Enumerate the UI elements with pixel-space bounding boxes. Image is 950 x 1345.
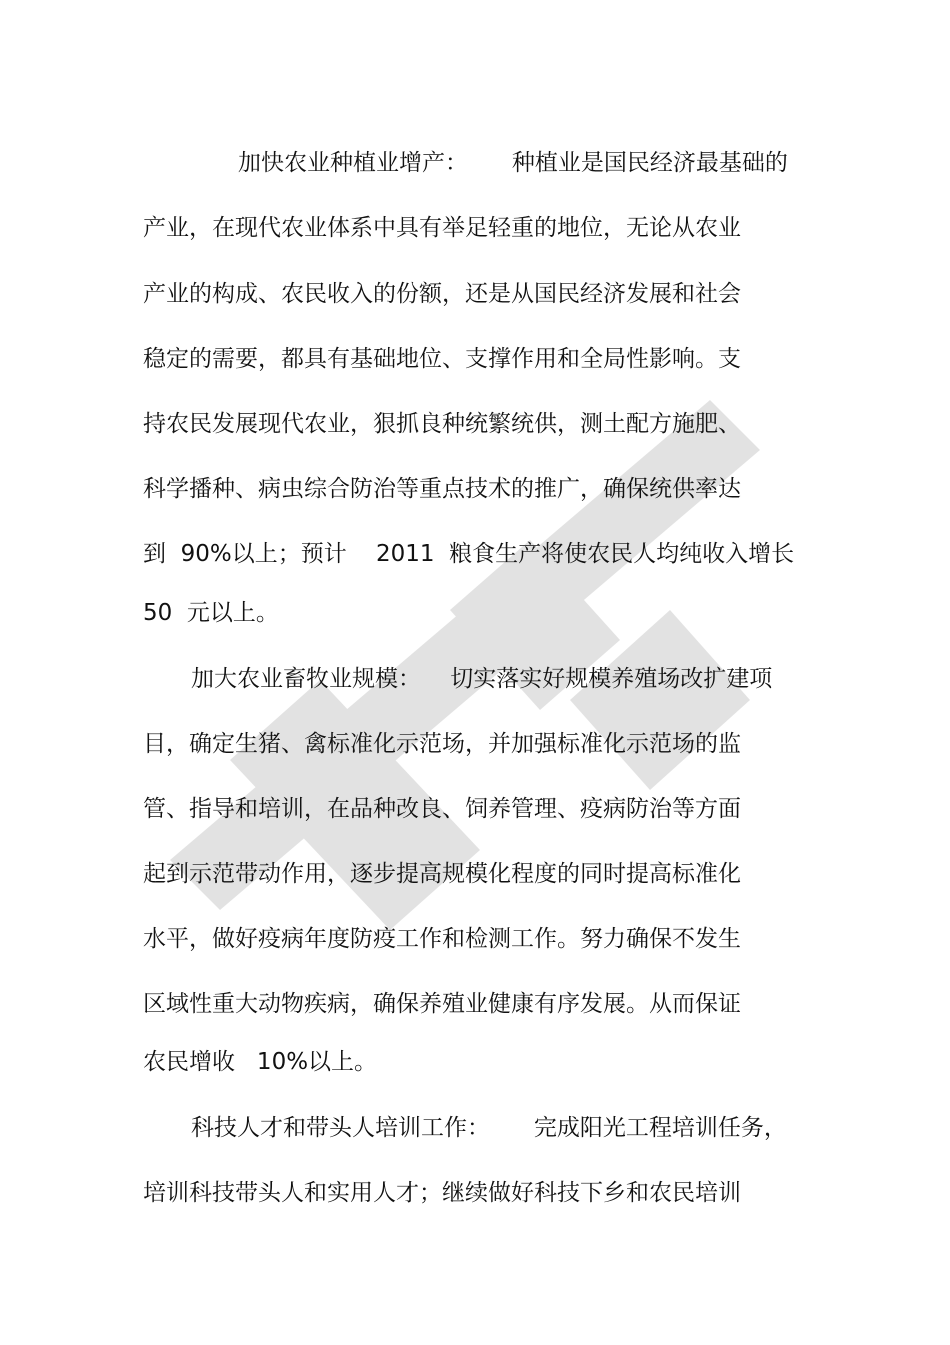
paragraph-2-line-7: 农民增收 10%以上。 (143, 1049, 378, 1075)
paragraph-2-line-2: 目，确定生猪、禽标准化示范场，并加强标准化示范场的监 (143, 731, 741, 757)
paragraph-1-line-1: 加快农业种植业增产： 种植业是国民经济最基础的 (238, 150, 788, 176)
paragraph-2-line-1: 加大农业畜牧业规模： 切实落实好规模养殖场改扩建项 (191, 666, 773, 692)
paragraph-2-line-4: 起到示范带动作用，逐步提高规模化程度的同时提高标准化 (143, 861, 741, 887)
paragraph-1-line-5: 持农民发展现代农业，狠抓良种统繁统供，测土配方施肥、 (143, 411, 741, 437)
watermark-logo (150, 380, 830, 940)
paragraph-2-line-6: 区域性重大动物疾病，确保养殖业健康有序发展。从而保证 (143, 991, 741, 1017)
paragraph-2-line-3: 管、指导和培训，在品种改良、饲养管理、疫病防治等方面 (143, 796, 741, 822)
paragraph-1-line-2: 产业，在现代农业体系中具有举足轻重的地位，无论从农业 (143, 215, 741, 241)
paragraph-1-line-3: 产业的构成、农民收入的份额，还是从国民经济发展和社会 (143, 281, 741, 307)
paragraph-3-line-1: 科技人才和带头人培训工作： 完成阳光工程培训任务， (191, 1115, 787, 1141)
paragraph-1-line-7: 到 90%以上；预计 2011 粮食生产将使农民人均纯收入增长 (143, 541, 795, 567)
paragraph-2-line-5: 水平，做好疫病年度防疫工作和检测工作。努力确保不发生 (143, 926, 741, 952)
paragraph-1-line-8: 50 元以上。 (143, 600, 279, 626)
paragraph-1-line-6: 科学播种、病虫综合防治等重点技术的推广，确保统供率达 (143, 476, 741, 502)
paragraph-1-line-4: 稳定的需要，都具有基础地位、支撑作用和全局性影响。支 (143, 346, 741, 372)
paragraph-3-line-2: 培训科技带头人和实用人才；继续做好科技下乡和农民培训 (143, 1180, 741, 1206)
